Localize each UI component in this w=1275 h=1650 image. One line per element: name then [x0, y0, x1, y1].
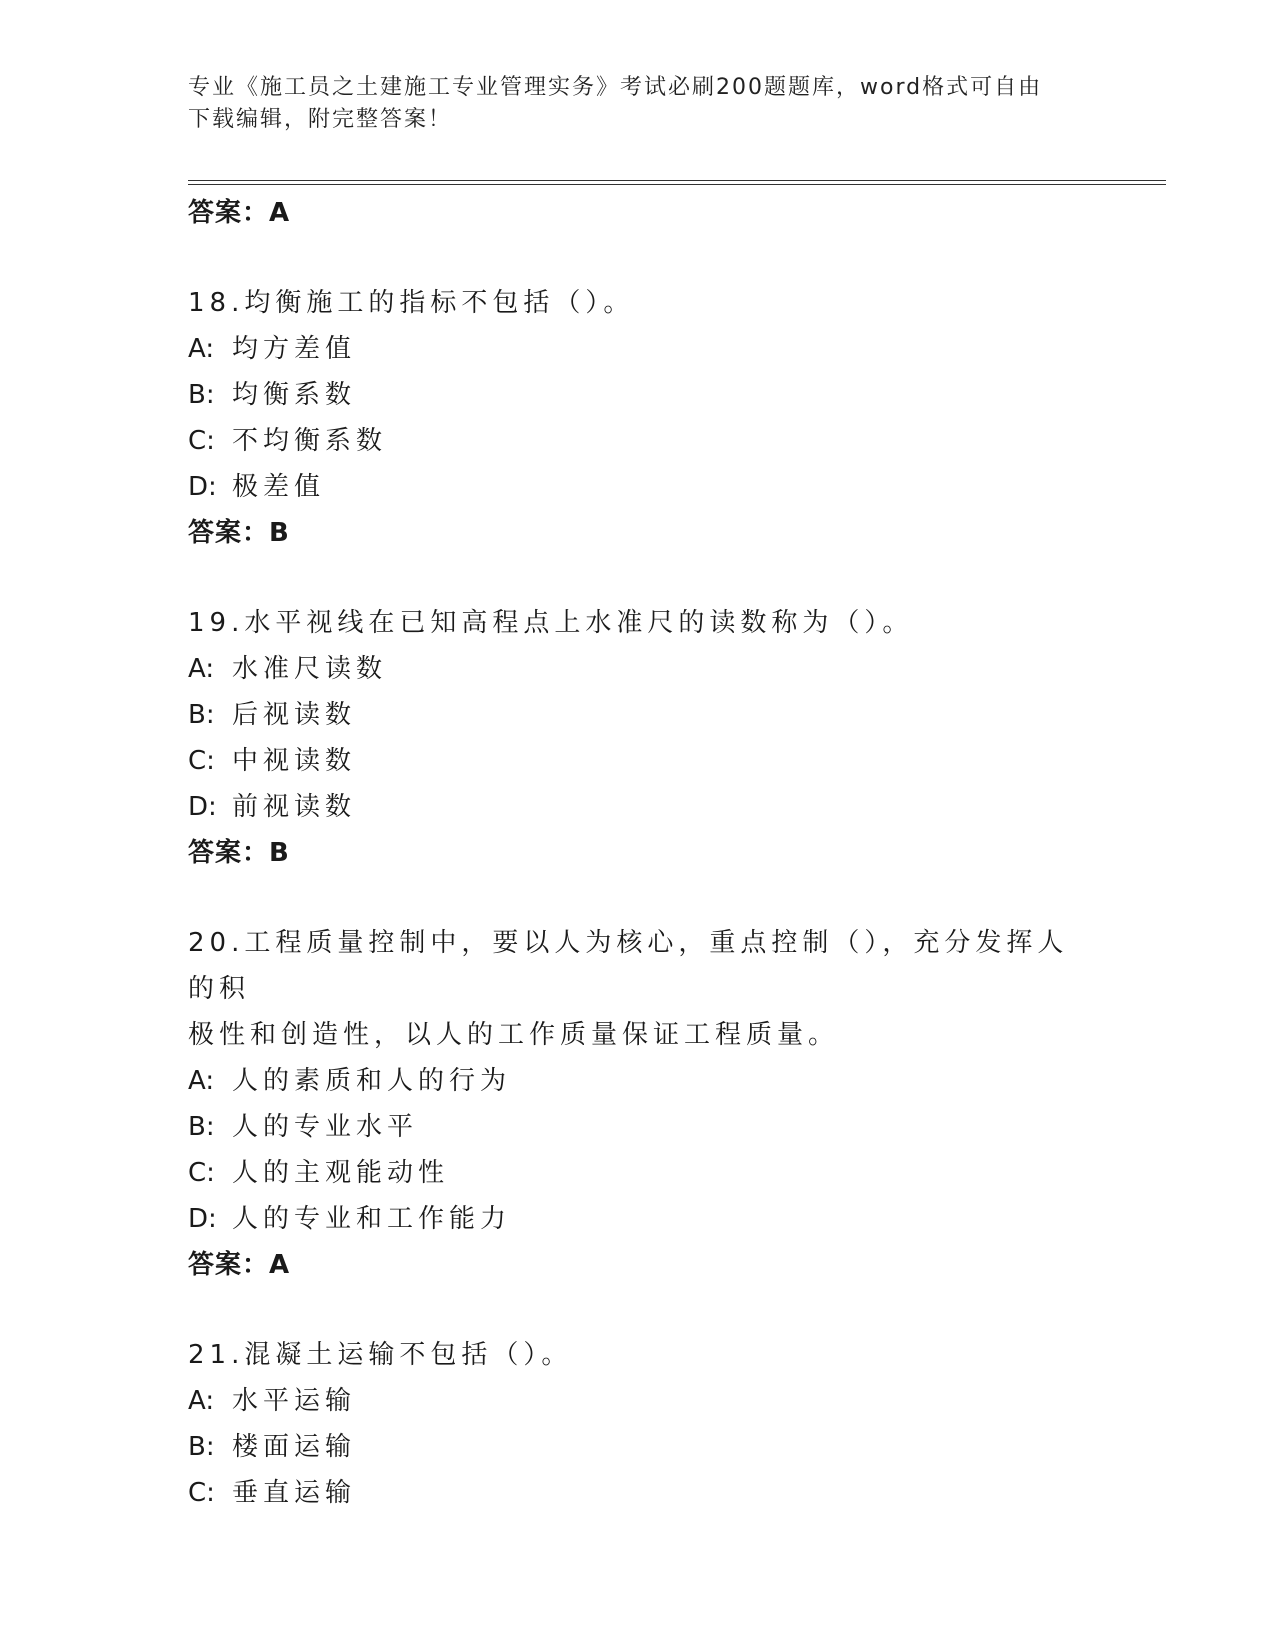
option-a [188, 326, 1088, 372]
option-b [188, 1424, 1088, 1470]
option-letter: D: [188, 1204, 217, 1234]
option-letter: A: [188, 1066, 215, 1096]
option-d [188, 1196, 1088, 1242]
option-text: 均方差值 [232, 334, 357, 364]
option-letter: D: [188, 472, 217, 502]
option-text: 不均衡系数 [232, 426, 388, 456]
option-text: 均衡系数 [232, 380, 357, 410]
question-item [188, 600, 1088, 876]
option-b [188, 372, 1088, 418]
option-d [188, 784, 1088, 830]
option-text: 垂直运输 [232, 1478, 357, 1508]
question-item [188, 280, 1088, 556]
option-text: 水平运输 [232, 1386, 357, 1416]
option-text: 后视读数 [232, 700, 357, 730]
question-text: 18.均衡施工的指标不包括（）。 [188, 288, 635, 318]
option-letter: B: [188, 380, 215, 410]
option-a [188, 1378, 1088, 1424]
answer-line: 答案：B [188, 838, 290, 868]
header-line-1: 专业《施工员之土建施工专业管理实务》考试必刷200题题库，word格式可自由 [188, 75, 1043, 100]
header-line-2: 下载编辑，附完整答案！ [188, 107, 453, 132]
option-text: 人的主观能动性 [232, 1158, 450, 1188]
question-text: 21.混凝土运输不包括（）。 [188, 1340, 573, 1370]
option-text: 人的专业水平 [232, 1112, 419, 1142]
header-divider-bottom [188, 184, 1166, 185]
option-text: 水准尺读数 [232, 654, 388, 684]
header-divider-top [188, 180, 1166, 181]
option-letter: D: [188, 792, 217, 822]
option-letter: B: [188, 1432, 215, 1462]
answer-line: 答案：A [188, 1250, 291, 1280]
question-item [188, 920, 1088, 1288]
question-text-line-1: 20.工程质量控制中，要以人为核心，重点控制（），充分发挥人的积 [188, 928, 1069, 1004]
question-item [188, 1332, 1088, 1516]
option-c [188, 1150, 1088, 1196]
option-text: 中视读数 [232, 746, 357, 776]
option-c [188, 738, 1088, 784]
document-header [188, 72, 1088, 136]
option-letter: A: [188, 334, 215, 364]
option-letter: A: [188, 654, 215, 684]
option-c [188, 1470, 1088, 1516]
option-text: 楼面运输 [232, 1432, 357, 1462]
option-text: 人的素质和人的行为 [232, 1066, 512, 1096]
option-letter: B: [188, 700, 215, 730]
option-a [188, 1058, 1088, 1104]
option-b [188, 1104, 1088, 1150]
option-text: 前视读数 [232, 792, 357, 822]
option-letter: C: [188, 1158, 215, 1188]
answer-line: 答案：A [188, 198, 291, 228]
option-text: 极差值 [232, 472, 326, 502]
option-letter: A: [188, 1386, 215, 1416]
option-text: 人的专业和工作能力 [232, 1204, 512, 1234]
question-text: 19.水平视线在已知高程点上水准尺的读数称为（）。 [188, 608, 914, 638]
answer-line: 答案：B [188, 518, 290, 548]
option-a [188, 646, 1088, 692]
option-letter: C: [188, 426, 215, 456]
option-letter: C: [188, 1478, 215, 1508]
option-letter: B: [188, 1112, 215, 1142]
question-text-line-2: 极性和创造性，以人的工作质量保证工程质量。 [188, 1020, 840, 1050]
option-letter: C: [188, 746, 215, 776]
option-d [188, 464, 1088, 510]
option-c [188, 418, 1088, 464]
question-list [188, 190, 1088, 1516]
option-b [188, 692, 1088, 738]
